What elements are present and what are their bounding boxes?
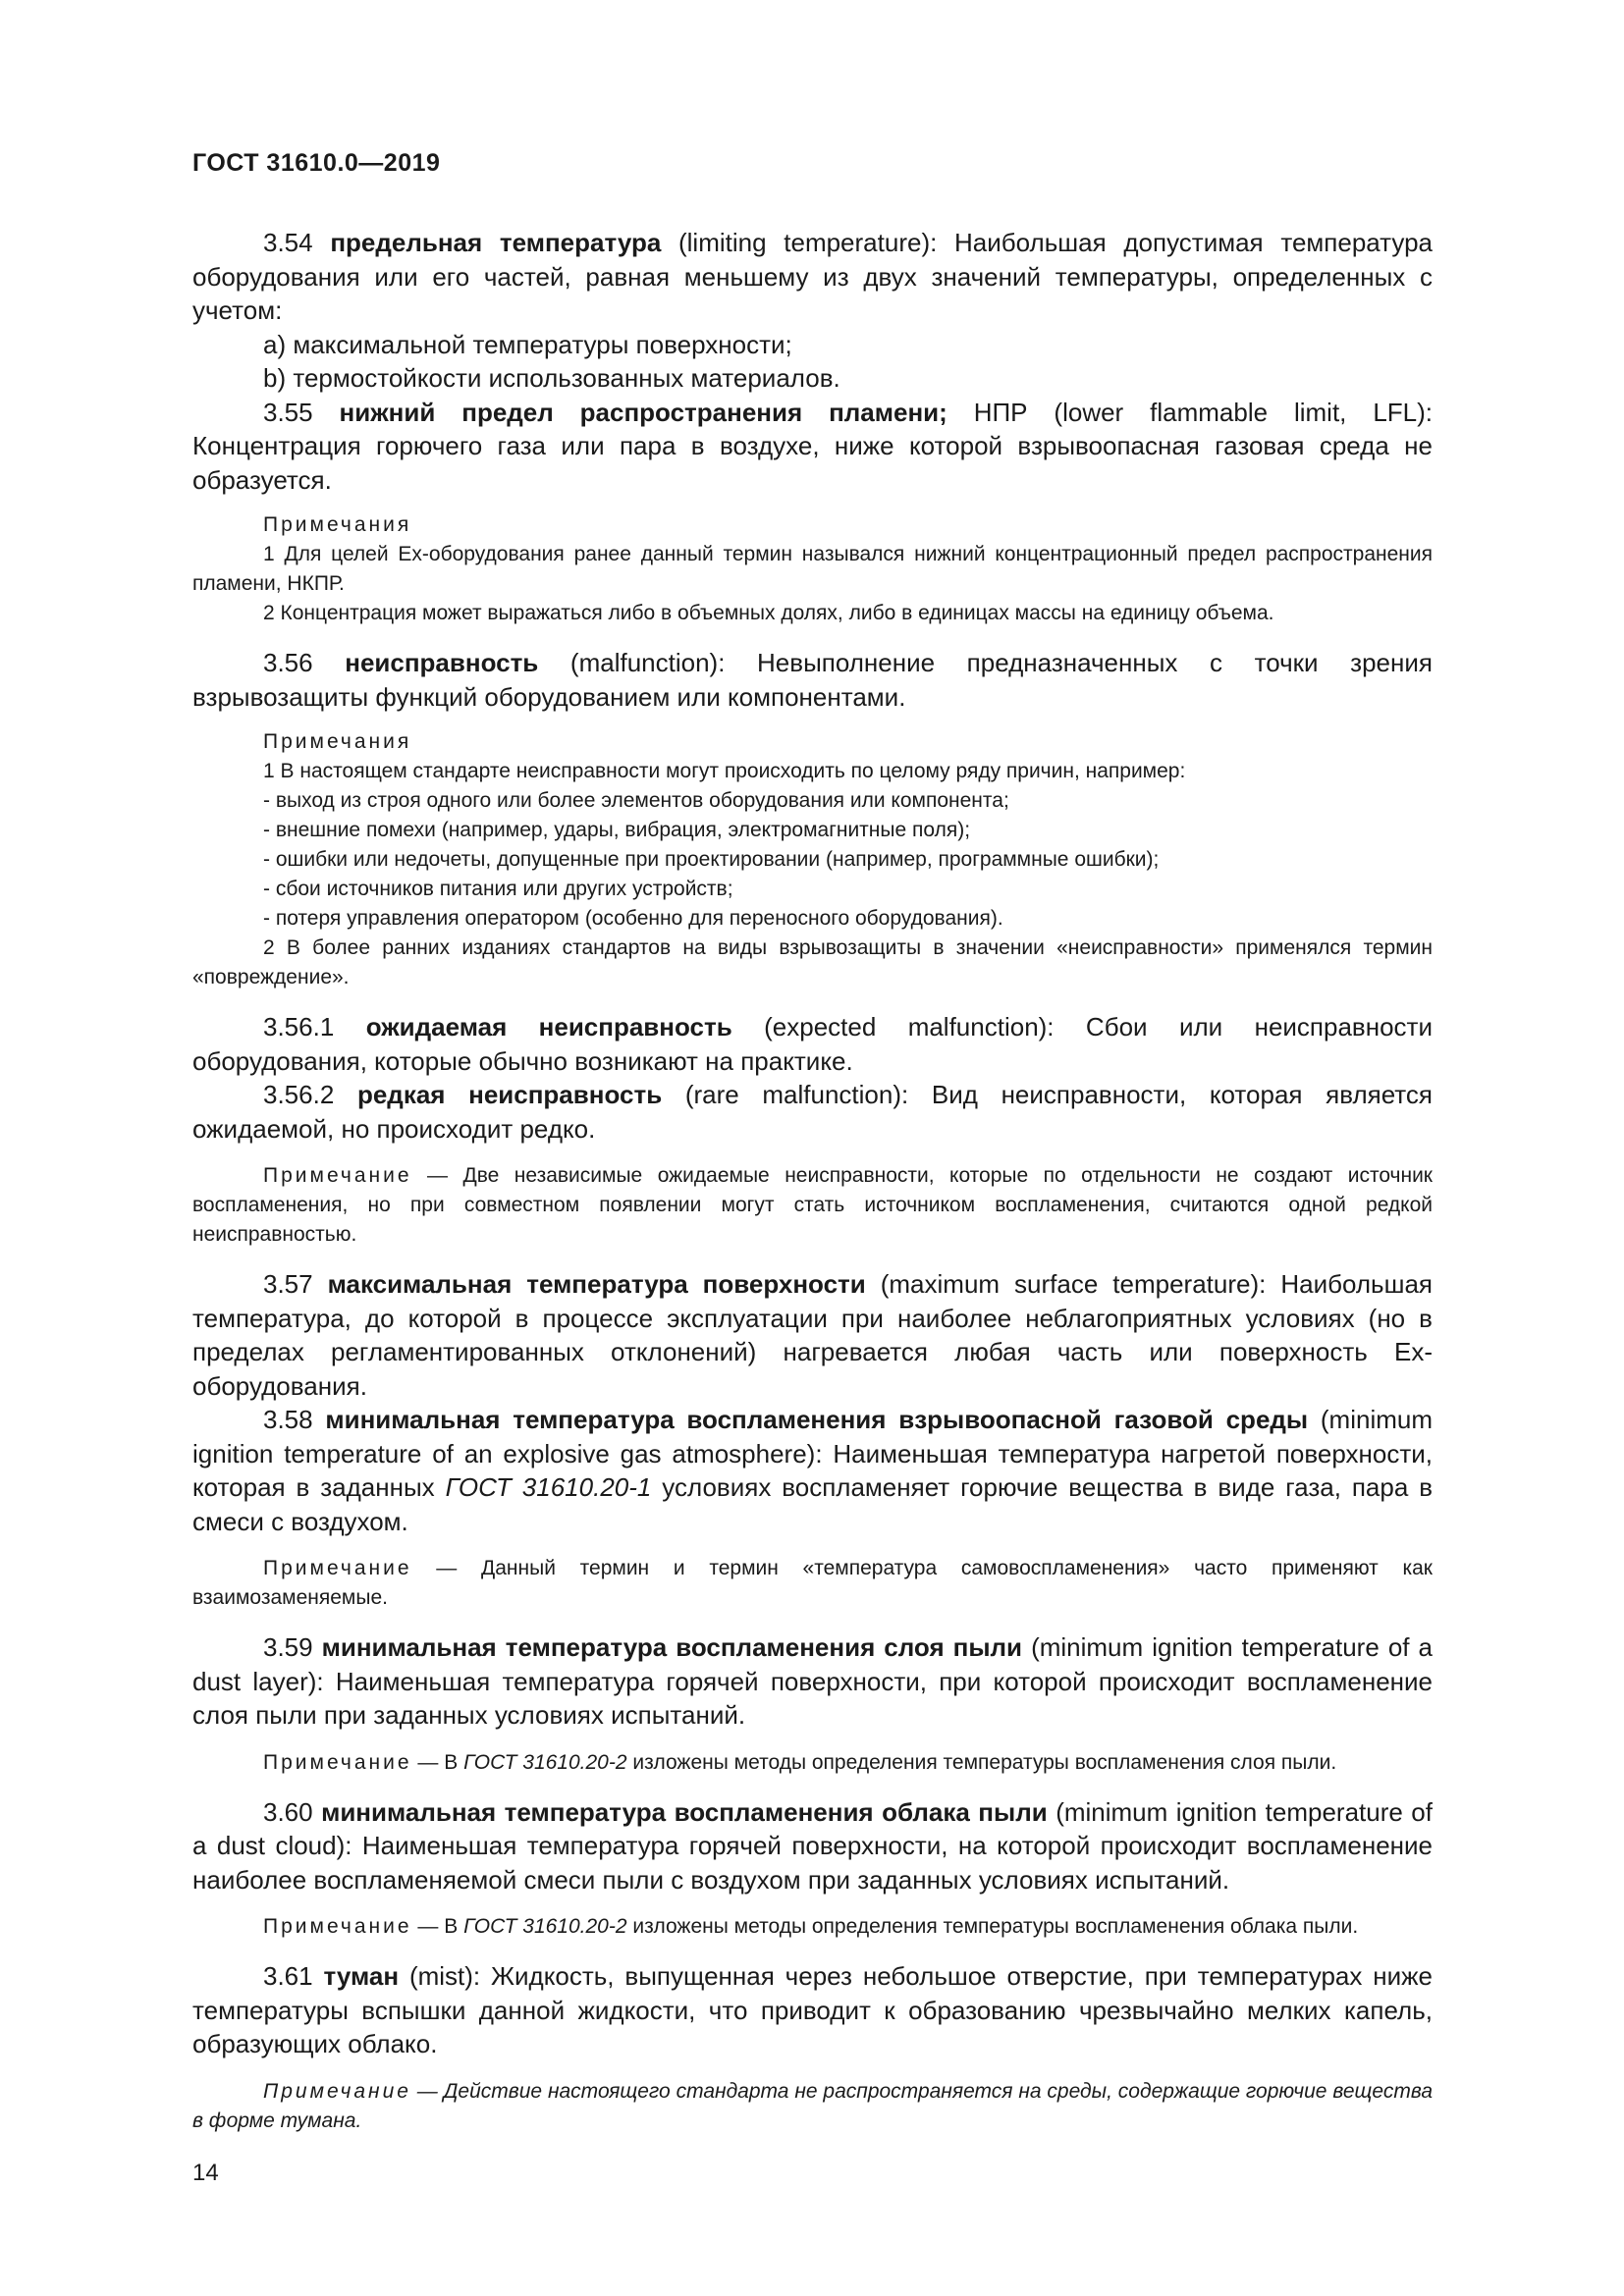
note-text: — В: [411, 1750, 464, 1774]
term-3-56-2: [192, 1078, 1433, 1146]
note-3-58: [192, 1554, 1433, 1613]
note-item: 1 В настоящем стандарте неисправности могут происходить по целому ряду причин, например:: [263, 760, 1186, 782]
notes-heading: Примечания: [263, 730, 412, 753]
list-item: - выход из строя одного или более элементов оборудования или компонента;: [263, 789, 1009, 812]
notes-heading: Примечания: [263, 513, 412, 536]
term-3-54: [192, 226, 1433, 328]
note-label: Примечание: [263, 1750, 412, 1774]
term-definition: (limiting temperature): Наибольшая допустимая температура оборудования или его частей, равная меньшему из двух значений температуры, определенных с учетом:: [192, 228, 1433, 325]
term-3-54-item-b: b) термостойкости использованных материалов.: [263, 363, 840, 393]
list-item: - внешние помехи (например, удары, вибрация, электромагнитные поля);: [263, 819, 971, 841]
note-label: Примечание: [263, 1164, 412, 1187]
term-title: ожидаемая неисправность: [365, 1012, 732, 1041]
list-item: - сбои источников питания или других устройств;: [263, 878, 733, 900]
note-item: 2 Концентрация может выражаться либо в объемных долях, либо в единицах массы на единицу объема.: [263, 602, 1274, 624]
term-3-57: [192, 1267, 1433, 1403]
note-text: — Две независимые ожидаемые неисправности, которые по отдельности не создают источник воспламенения, но при совместном появлении могут стать источником воспламенения, считаются одной редкой неисправностью.: [192, 1164, 1433, 1246]
term-3-56: [192, 646, 1433, 714]
term-definition: (minimum ignition temperature of a dust layer): Наименьшая температура горячей поверхности, при которой происходит воспламенение слоя пыли при заданных условиях испытаний.: [192, 1632, 1433, 1730]
note-text: — Действие настоящего стандарта не распространяется на среды, содержащие горючие вещества в форме тумана.: [192, 2079, 1433, 2132]
term-title: минимальная температура воспламенения облака пыли: [321, 1796, 1048, 1827]
term-title: нижний предел распространения пламени;: [339, 397, 947, 427]
list-item: - потеря управления оператором (особенно для переносного оборудования).: [263, 907, 1003, 930]
note-text: — В: [411, 1915, 464, 1938]
note-label: Примечание: [263, 1557, 412, 1579]
note-3-61: [192, 2077, 1433, 2136]
notes-3-55: [192, 510, 1433, 628]
standard-reference: ГОСТ 31610.20-1: [445, 1472, 652, 1502]
term-definition: (expected malfunction): Сбои или неисправности оборудования, которые обычно возникают на практике.: [192, 1012, 1433, 1076]
list-item: - ошибки или недочеты, допущенные при проектировании (например, программные ошибки);: [263, 848, 1160, 871]
term-number: 3.56: [263, 648, 313, 677]
term-title: максимальная температура поверхности: [327, 1269, 866, 1299]
page-header: ГОСТ 31610.0—2019: [192, 149, 441, 177]
note-3-60: [192, 1912, 1433, 1942]
note-text-cont: изложены методы определения температуры воспламенения облака пыли.: [626, 1915, 1359, 1938]
term-definition: (minimum ignition temperature of a dust cloud): Наименьшая температура горячей поверхности, на которой происходит воспламенение наиболее воспламеняемой смеси пыли с воздухом при заданных условиях испытаний.: [192, 1796, 1433, 1895]
term-title: редкая неисправность: [356, 1080, 663, 1109]
term-definition: (minimum ignition temperature of an explosive gas atmosphere): Наименьшая температура нагретой поверхности, которая в заданных: [192, 1405, 1433, 1502]
note-text-cont: изложены методы определения температуры воспламенения слоя пыли.: [626, 1750, 1337, 1774]
note-text: — Данный термин и термин «температура самовоспламенения» часто применяют как взаимозаменяемые.: [192, 1557, 1433, 1609]
note-3-56-2: [192, 1161, 1433, 1250]
notes-3-56: [192, 727, 1433, 992]
term-definition: (maximum surface temperature): Наибольшая температура, до которой в процессе эксплуатации при наиболее неблагоприятных условиях (но в пределах регламентированных отклонений) нагревается любая часть или поверхность Ex-оборудования.: [192, 1269, 1433, 1401]
term-number: 3.60: [263, 1796, 313, 1827]
term-number: 3.59: [263, 1632, 313, 1662]
standard-reference: ГОСТ 31610.20-2: [463, 1750, 627, 1774]
term-3-58: [192, 1403, 1433, 1538]
page-content: [192, 226, 1433, 2154]
term-3-59: [192, 1630, 1433, 1733]
standard-reference: ГОСТ 31610.20-2: [463, 1915, 627, 1938]
term-number: 3.56.1: [263, 1012, 335, 1041]
term-title: предельная температура: [330, 228, 662, 257]
term-definition: (malfunction): Невыполнение предназначенных с точки зрения взрывозащиты функций оборудованием или компонентами.: [192, 648, 1433, 712]
term-title: минимальная температура воспламенения взрывоопасной газовой среды: [325, 1405, 1309, 1434]
term-3-55: [192, 396, 1433, 498]
page-number: 14: [192, 2160, 219, 2186]
term-3-61: [192, 1959, 1433, 2061]
term-number: 3.55: [263, 397, 313, 427]
term-title: минимальная температура воспламенения слоя пыли: [321, 1632, 1023, 1662]
term-number: 3.58: [263, 1405, 313, 1434]
term-definition: (rare malfunction): Вид неисправности, которая является ожидаемой, но происходит редко.: [192, 1080, 1433, 1144]
note-item: 1 Для целей Ex-оборудования ранее данный термин назывался нижний концентрационный предел распространения пламени, НКПР.: [192, 543, 1433, 595]
note-label: Примечание: [263, 2079, 411, 2103]
term-number: 3.61: [263, 1961, 313, 1991]
term-definition-cont: условиях воспламеняет горючие вещества в виде газа, пара в смеси с воздухом.: [192, 1472, 1434, 1536]
term-title: туман: [323, 1961, 400, 1991]
note-3-59: [192, 1748, 1433, 1778]
term-title: неисправность: [345, 648, 539, 677]
term-number: 3.57: [263, 1269, 313, 1299]
note-item: 2 В более ранних изданиях стандартов на виды взрывозащиты в значении «неисправности» применялся термин «повреждение».: [192, 936, 1433, 988]
term-3-60: [192, 1795, 1433, 1897]
note-label: Примечание: [263, 1915, 412, 1938]
term-definition: (mist): Жидкость, выпущенная через небольшое отверстие, при температурах ниже температуры вспышки данной жидкости, что приводит к образованию чрезвычайно мелких капель, образующих облако.: [192, 1961, 1433, 2058]
term-definition: НПР (lower flammable limit, LFL): Концентрация горючего газа или пара в воздухе, ниже которой взрывоопасная газовая среда не образуется.: [192, 397, 1433, 495]
term-number: 3.56.2: [263, 1080, 335, 1109]
term-3-56-1: [192, 1010, 1433, 1078]
term-3-54-item-a: a) максимальной температуры поверхности;: [263, 329, 792, 359]
term-number: 3.54: [263, 228, 313, 257]
